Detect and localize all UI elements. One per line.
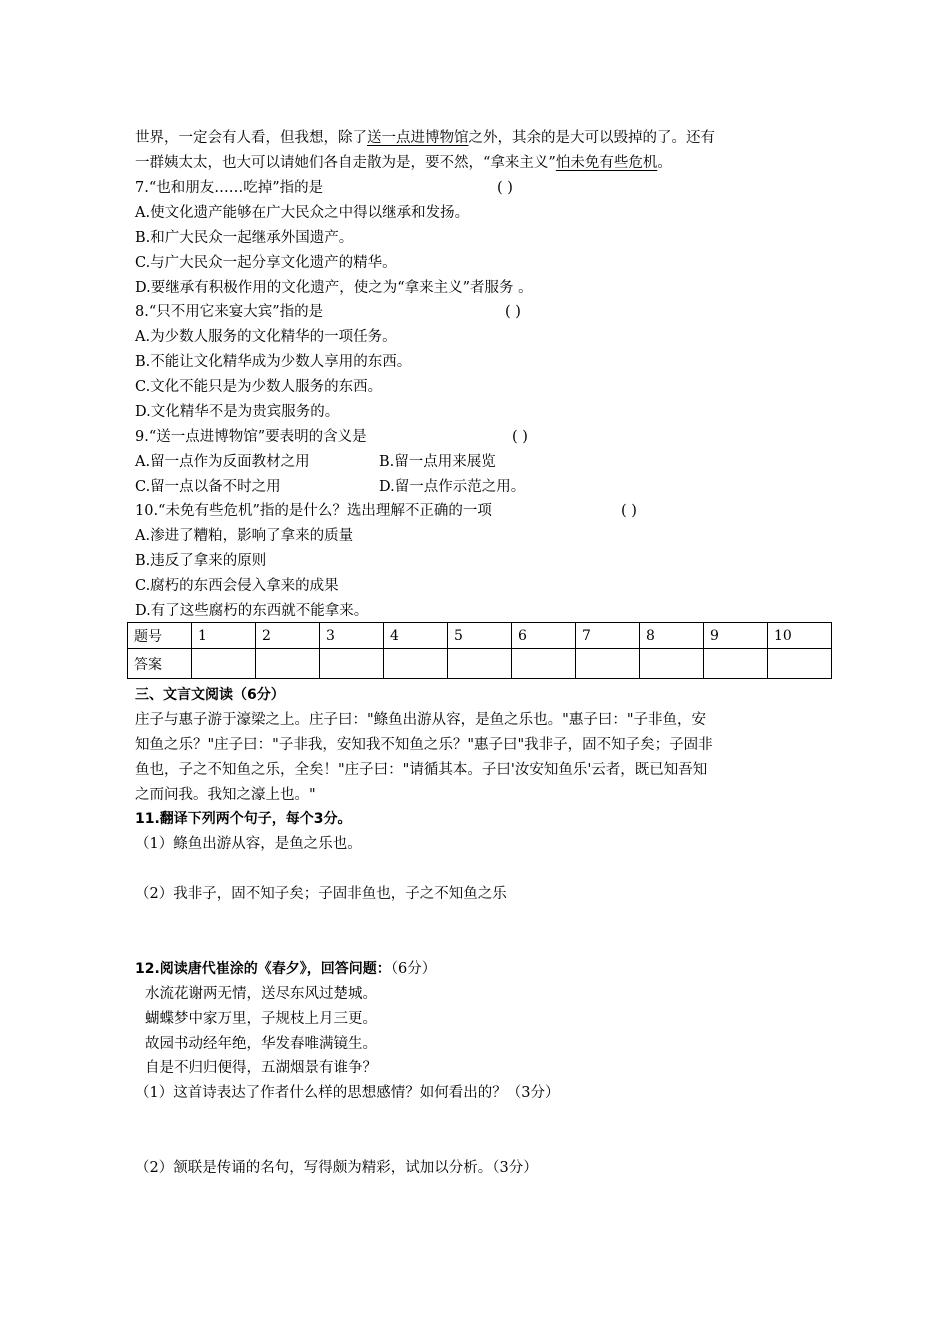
poem-line: 自是不归归便得，五湖烟景有谁争？ (145, 1060, 377, 1076)
q8-option-a: A.为少数人服务的文化精华的一项任务。 (135, 329, 397, 345)
q10-option-b: B.违反了拿来的原则 (135, 553, 267, 569)
question-12-item-2: （2）颔联是传诵的名句，写得颇为精彩，试加以分析。（3分） (135, 1160, 538, 1176)
table-number-cell: 1 (192, 623, 256, 649)
table-number-cell: 9 (704, 623, 768, 649)
table-header-label: 题号 (128, 623, 192, 649)
table-number-cell: 3 (320, 623, 384, 649)
q7-option-a: A.使文化遗产能够在广大民众之中得以继承和发扬。 (135, 205, 470, 221)
classical-text-line: 鱼也，子之不知鱼之乐，全矣！"庄子曰："请循其本。子曰'汝安知鱼乐'云者，既已知吾知 (135, 762, 708, 778)
table-row-answers (128, 649, 832, 679)
classical-text-line: 之而问我。我知之濠上也。" (135, 787, 316, 803)
answer-cell[interactable] (320, 649, 384, 679)
poem-line: 故园书动经年绝，华发春唯满镜生。 (145, 1036, 377, 1052)
passage-text: 。 (657, 155, 672, 171)
answer-parens: ( ) (621, 503, 637, 519)
q10-option-d: D.有了这些腐朽的东西就不能拿来。 (135, 603, 369, 619)
answer-cell[interactable] (512, 649, 576, 679)
question-stem: 9.“送一点进博物馆”要表明的含义是 (135, 429, 367, 445)
passage-text: 一群姨太太，也大可以请她们各自走散为是，要不然，“拿来主义” (135, 155, 556, 171)
table-number-cell: 7 (576, 623, 640, 649)
q7-option-d: D.要继承有积极作用的文化遗产，使之为“拿来主义”者服务 。 (135, 280, 533, 296)
question-8-stem (135, 302, 521, 322)
classical-text-line: 知鱼之乐？"庄子曰："子非我，安知我不知鱼之乐？"惠子曰"我非子，固不知子矣；子固非 (135, 737, 713, 753)
q9-option-c: C.留一点以备不时之用 (135, 479, 281, 495)
question-12-item-1: （1）这首诗表达了作者什么样的思想感情？如何看出的？（3分） (135, 1085, 560, 1101)
q9-options-cd (135, 477, 526, 497)
answer-parens: ( ) (497, 180, 513, 196)
q9-option-a: A.留一点作为反面教材之用 (135, 454, 310, 470)
answer-cell[interactable] (448, 649, 512, 679)
answer-cell[interactable] (384, 649, 448, 679)
question-11-title: 11.翻译下列两个句子，每个3分。 (135, 811, 352, 827)
q9-option-d: D.留一点作示范之用。 (379, 479, 526, 495)
underlined-phrase: 怕未免有些危机 (555, 155, 658, 171)
answer-cell[interactable] (256, 649, 320, 679)
q10-option-c: C.腐朽的东西会侵入拿来的成果 (135, 578, 339, 594)
passage-line-1 (135, 128, 715, 148)
q7-option-b: B.和广大民众一起继承外国遗产。 (135, 230, 354, 246)
table-number-cell: 2 (256, 623, 320, 649)
table-row-numbers (128, 623, 832, 649)
answer-cell[interactable] (192, 649, 256, 679)
answer-parens: ( ) (512, 429, 528, 445)
question-9-stem (135, 427, 528, 447)
answer-cell[interactable] (704, 649, 768, 679)
passage-text: 世界，一定会有人看，但我想，除了 (135, 130, 367, 146)
table-number-cell: 10 (768, 623, 832, 649)
answer-cell[interactable] (576, 649, 640, 679)
answer-parens: ( ) (505, 304, 521, 320)
poem-line: 蝴蝶梦中家万里，子规枝上月三更。 (145, 1011, 377, 1027)
passage-line-2 (135, 153, 672, 173)
q7-option-c: C.与广大民众一起分享文化遗产的精华。 (135, 255, 397, 271)
q9-option-b: B.留一点用来展览 (379, 454, 496, 470)
table-answer-label: 答案 (128, 649, 192, 679)
question-12-title-text: 12.阅读唐代崔涂的《春夕》，回答问题： (135, 961, 391, 977)
underlined-phrase: 送一点进博物馆 (367, 130, 469, 146)
question-10-stem (135, 501, 637, 521)
section-3-heading: 三、文言文阅读（6分） (135, 687, 285, 703)
question-stem: 10.“未免有些危机”指的是什么？选出理解不正确的一项 (135, 503, 492, 519)
table-number-cell: 8 (640, 623, 704, 649)
poem-line: 水流花谢两无情，送尽东风过楚城。 (145, 986, 377, 1002)
question-12-title (135, 959, 436, 979)
passage-text: 之外，其余的是大可以毁掉的了。还有 (468, 130, 715, 146)
classical-text-line: 庄子与惠子游于濠梁之上。庄子曰："鲦鱼出游从容，是鱼之乐也。"惠子曰："子非鱼，安 (135, 712, 707, 728)
question-7-stem (135, 178, 513, 198)
answer-cell[interactable] (768, 649, 832, 679)
q8-option-c: C.文化不能只是为少数人服务的东西。 (135, 379, 383, 395)
q8-option-b: B.不能让文化精华成为少数人享用的东西。 (135, 354, 412, 370)
question-11-item-1: （1）鲦鱼出游从容，是鱼之乐也。 (135, 836, 362, 852)
table-number-cell: 6 (512, 623, 576, 649)
table-number-cell: 5 (448, 623, 512, 649)
table-number-cell: 4 (384, 623, 448, 649)
q10-option-a: A.渗进了糟粕，影响了拿来的质量 (135, 528, 354, 544)
question-11-item-2: （2）我非子，固不知子矣；子固非鱼也，子之不知鱼之乐 (135, 886, 507, 902)
q8-option-d: D.文化精华不是为贵宾服务的。 (135, 404, 340, 420)
question-stem: 7.“也和朋友……吃掉”指的是 (135, 180, 324, 196)
answer-table (127, 622, 832, 679)
answer-cell[interactable] (640, 649, 704, 679)
q9-options-ab (135, 452, 496, 472)
question-12-score: （6分） (390, 961, 437, 977)
question-stem: 8.“只不用它来宴大宾”指的是 (135, 304, 324, 320)
